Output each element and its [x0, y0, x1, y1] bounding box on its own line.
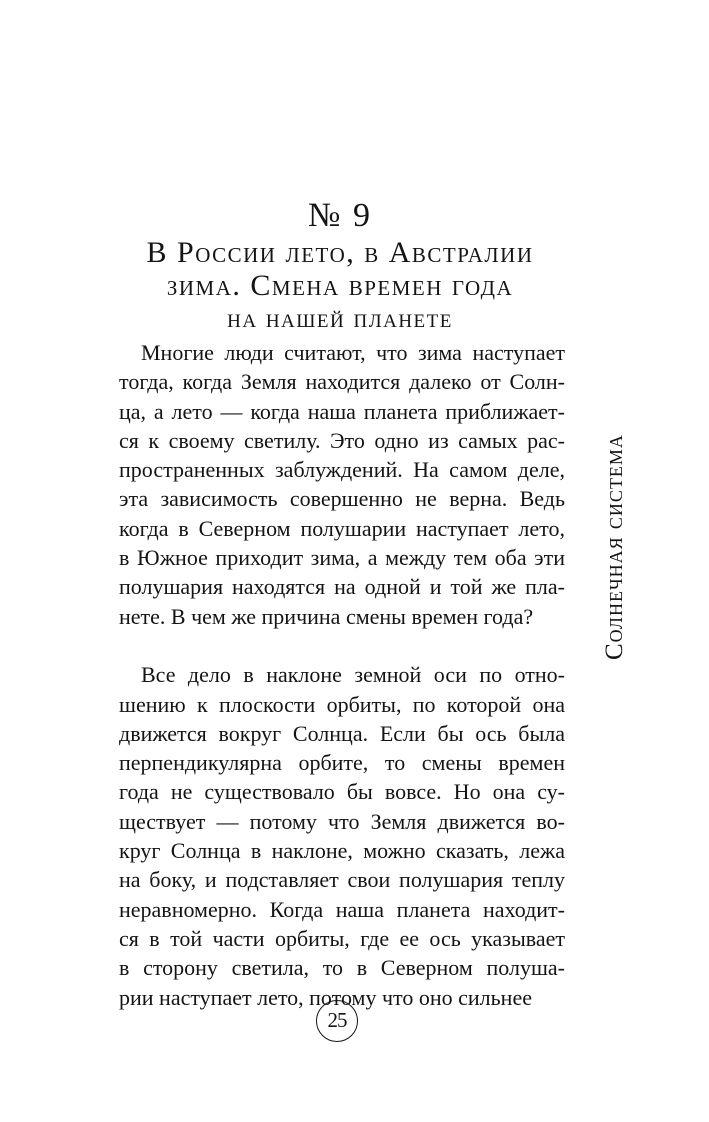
- text-line: нете. В чем же причина смены времен года?: [119, 603, 534, 629]
- text-line: ся к своему светилу. Это одно из самых рас-: [119, 427, 565, 453]
- text-line: в сторону светила, то в Северном полуша-: [119, 955, 565, 981]
- chapter-number: № 9: [308, 197, 372, 234]
- text-line: движется вокруг Солнца. Если бы ось была: [119, 720, 565, 746]
- text-line: на боку, и подставляет свои полушария теплу: [119, 867, 565, 893]
- text-line: круг Солнца в наклоне, можно сказать, лежа: [119, 838, 565, 864]
- text-line: ся в той части орбиты, где ее ось указывает: [119, 925, 565, 951]
- text-line: эта зависимость совершенно не верна. Ведь: [119, 486, 565, 512]
- text-line: когда в Северном полушарии наступает лето,: [119, 515, 565, 541]
- text-line: ществует — потому что Земля движется во-: [119, 808, 565, 834]
- text-line: тогда, когда Земля находится далеко от Солн-: [119, 369, 565, 395]
- text-line: ца, а лето — когда наша планета приближает-: [119, 398, 565, 424]
- text-line: перпендикулярна орбите, то смены времен: [119, 750, 565, 776]
- text-line: Многие люди считают, что зима наступает: [141, 340, 565, 365]
- paragraph-gap: [119, 631, 565, 660]
- text-line: в Южное приходит зима, а между тем оба эти: [119, 545, 565, 571]
- text-line: неравномерно. Когда наша планета находит-: [119, 896, 565, 922]
- page-number: 25: [316, 1000, 358, 1042]
- text-line: рии наступает лето, потому что оно сильнее: [119, 984, 532, 1010]
- text-line: года не существовало бы вовсе. Но она су-: [119, 779, 565, 805]
- chapter-title-line-2: зима. Смена времен года: [166, 269, 514, 302]
- text-line: пространенных заблуждений. На самом деле,: [119, 457, 565, 483]
- body-text: [119, 338, 565, 1012]
- chapter-title-line-1: В России лето, в Австралии: [146, 236, 534, 269]
- side-running-head-text: Солнечная система: [601, 434, 628, 660]
- chapter-title-line-3: на нашей планете: [227, 303, 453, 333]
- side-running-head: [595, 434, 635, 700]
- paragraph-2: [119, 660, 565, 1012]
- paragraph-1: [119, 338, 565, 631]
- text-line: полушария находятся на одной и той же пла-: [119, 574, 565, 600]
- text-line: Все дело в наклоне земной оси по отно-: [141, 662, 565, 688]
- text-line: шению к плоскости орбиты, по которой она: [119, 691, 565, 717]
- chapter-header: [100, 196, 580, 335]
